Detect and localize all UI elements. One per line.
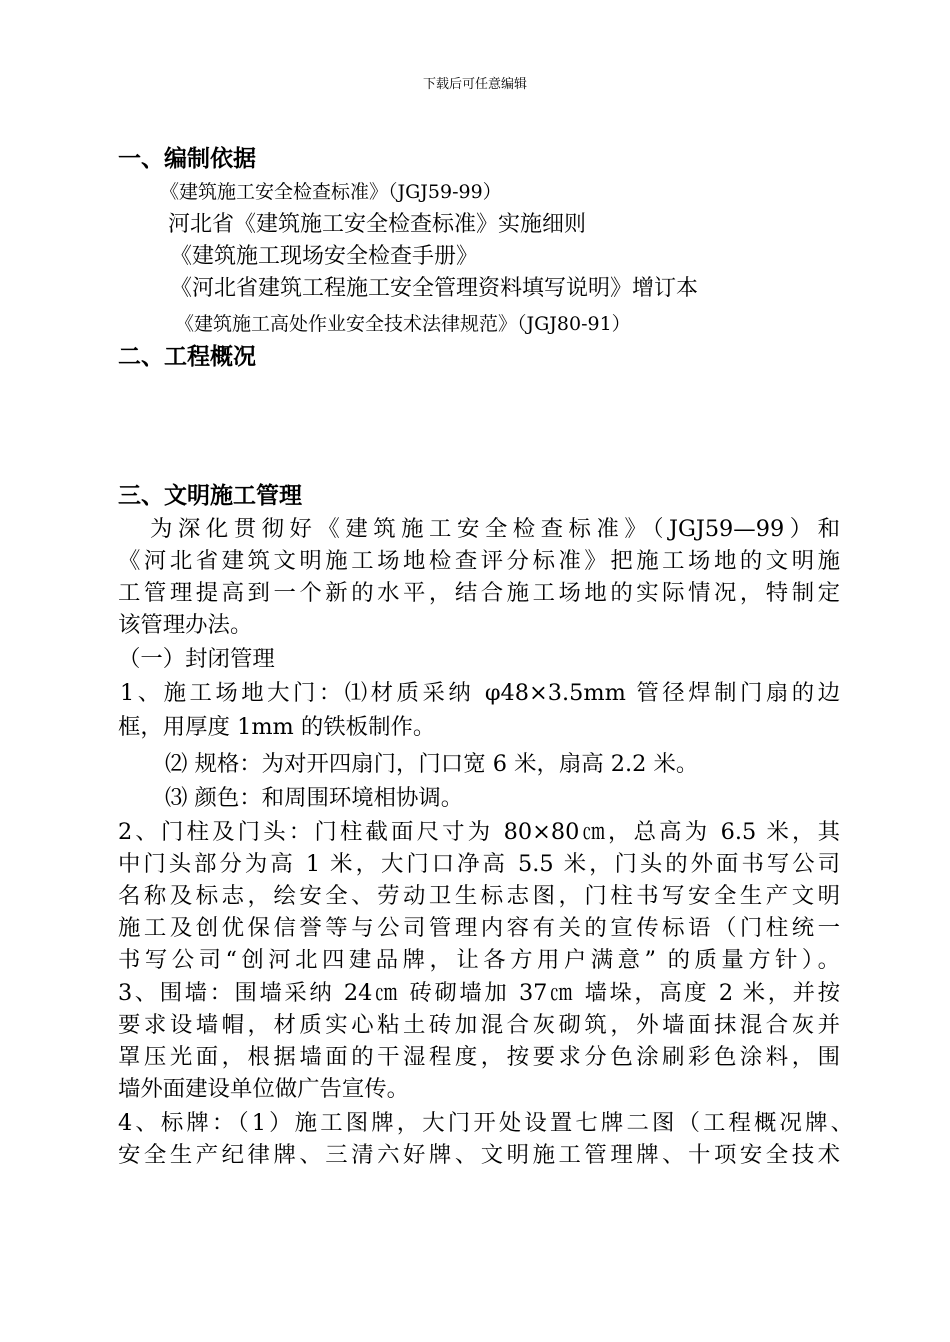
item-3-line-2: 要求设墙帽，材质实心粘土砖加混合灰砌筑，外墙面抹混合灰并 <box>118 1012 840 1038</box>
reference-5: 《建筑施工高处作业安全技术法律规范》（JGJ80-91） <box>175 313 631 335</box>
item-1-color: ⑶ 颜色：和周围环境相协调。 <box>165 785 464 811</box>
item-2-line-2: 中门头部分为高 1 米，大门口净高 5.5 米，门头的外面书写公司 <box>118 851 840 877</box>
item-1-line-1: 1、施工场地大门：⑴材质采纳 φ48×3.5mm 管径焊制门扇的边 <box>120 680 840 706</box>
intro-line-2: 《河北省建筑文明施工场地检查评分标准》把施工场地的文明施 <box>118 548 840 574</box>
section-3-title: 三、文明施工管理 <box>118 483 302 509</box>
intro-line-3: 工管理提高到一个新的水平，结合施工场地的实际情况，特制定 <box>118 580 840 606</box>
section-1-title: 一、编制依据 <box>118 146 256 172</box>
item-4-line-1: 4、标牌：（1）施工图牌，大门开处设置七牌二图（工程概况牌、 <box>118 1110 853 1136</box>
item-2-line-3: 名称及标志，绘安全、劳动卫生标志图，门柱书写安全生产文明 <box>118 883 840 909</box>
section-2-title: 二、工程概况 <box>118 344 256 370</box>
item-2-line-4: 施工及创优保信誉等与公司管理内容有关的宣传标语（门柱统一 <box>118 915 840 941</box>
item-2-line-1: 2、门柱及门头：门柱截面尺寸为 80×80㎝，总高为 6.5 米，其 <box>118 819 840 845</box>
item-3-line-1: 3、围墙：围墙采纳 24㎝ 砖砌墙加 37㎝ 墙垛，高度 2 米，并按 <box>118 980 840 1006</box>
intro-line-1: 为深化贯彻好《建筑施工安全检查标准》（JGJ59—99）和 <box>150 516 840 542</box>
item-1-spec: ⑵ 规格：为对开四扇门，门口宽 6 米，扇高 2.2 米。 <box>165 751 699 777</box>
item-3-line-4: 墙外面建设单位做广告宣传。 <box>118 1076 410 1102</box>
item-1-line-2: 框，用厚度 1mm 的铁板制作。 <box>118 714 436 740</box>
item-4-line-2: 安全生产纪律牌、三清六好牌、文明施工管理牌、十项安全技术 <box>118 1142 840 1168</box>
page-header: 下载后可任意编辑 <box>422 77 527 92</box>
reference-3: 《建筑施工现场安全检查手册》 <box>170 244 479 269</box>
reference-4: 《河北省建筑工程施工安全管理资料填写说明》增订本 <box>170 276 699 301</box>
reference-1: 《建筑施工安全检查标准》（JGJ59-99） <box>160 181 502 203</box>
subsection-title: （一）封闭管理 <box>118 646 275 672</box>
item-3-line-3: 罩压光面，根据墙面的干湿程度，按要求分色涂刷彩色涂料，围 <box>118 1044 840 1070</box>
reference-2: 河北省《建筑施工安全检查标准》实施细则 <box>168 212 587 237</box>
item-2-line-5: 书写公司“创河北四建品牌，让各方用户满意” 的质量方针）。 <box>118 947 840 973</box>
intro-line-4: 该管理办法。 <box>118 612 253 638</box>
